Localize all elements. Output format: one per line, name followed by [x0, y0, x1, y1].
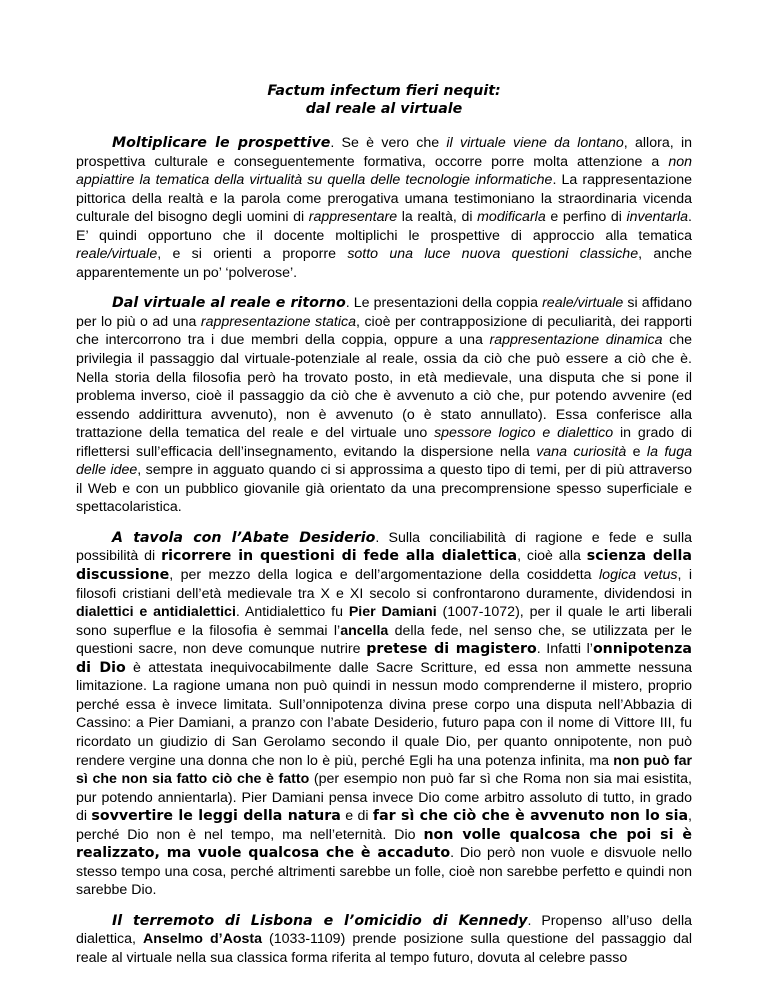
text-run: , per mezzo della logica e dell’argomentazione della cosiddetta — [169, 567, 600, 584]
text-run: che privilegia il passaggio dal virtuale-potenziale al reale, ossia da ciò che può essere a ciò che è. Nella storia della filosofia però ha trovato posto, in età medievale, una disputa che si pone il problema inverso, cioè il passaggio da ciò che è avvenuto a ciò che, pur potendo avvenire (ed essendo addirittura avvenuto), non è avvenuto (o è stato annullato). Essa conferisce alla trattazione della tematica del reale e del virtuale uno — [76, 332, 692, 442]
text-run: si affidano per lo più o ad una — [76, 295, 692, 330]
bold-text: far sì che ciò che è avvenuto non lo sia — [372, 808, 689, 825]
paragraph-heading: Dal virtuale al reale e ritorno — [112, 295, 346, 312]
text-run: e perfino di — [545, 209, 627, 226]
italic-text: modificarla — [477, 209, 546, 226]
text-run: in grado di riflettersi sull’efficacia dell’insegnamento, evitando la dispersione nella — [76, 425, 692, 460]
text-run: e di — [340, 808, 373, 825]
text-run: la realtà, di — [397, 209, 478, 226]
italic-text: sotto una luce nuova questioni classiche — [347, 246, 639, 263]
text-run: . La rappresentazione pittorica della realtà e la parola come prerogativa umana testimoniano la straordinaria vicenda culturale del bisogno degli uomini di — [76, 172, 692, 226]
paragraph-heading: Il terremoto di Lisbona e l’omicidio di Kennedy — [112, 912, 528, 929]
text-run: è attestata inequivocabilmente dalle Sacre Scritture, ed essa non ammette nessuna limitazione. La ragione umana non può quindi in nessun modo comprenderne il mistero, proprio perché essa è invece limitata. Sull’onnipotenza divina prese corpo una disputa nell’Abbazia di Cassino: a Pier Damiani, a pranzo con l’abate Desiderio, futuro papa con il nome di Vittore III, fu ricordato un giudizio di San Gerolamo secondo il quale Dio, per quanto onnipotente, non può rendere vergine una donna che non lo è più, perché Egli ha una potenza infinita, ma — [76, 659, 692, 769]
bold-text: onnipotenza di Dio — [76, 641, 692, 676]
text-run: (1033-1109) prende posizione sulla questione del passaggio dal reale al virtuale nella sua classica forma riferita al tempo futuro, dovuta al celebre passo — [76, 931, 693, 966]
italic-text: rappresentazione dinamica — [489, 332, 663, 349]
text-run: . Antidialettico fu — [235, 604, 349, 621]
text-run: , cioè per contrapposizione di peculiarità, dei rapporti che intercorrono tra i due membri della coppia, oppure a una — [76, 313, 692, 349]
text-run: , cioè alla — [517, 548, 587, 565]
text-run: (1007-1072), per il quale le arti liberali sono superflue e la filosofia è semmai l’ — [76, 604, 693, 639]
text-run: . Le presentazioni della coppia — [345, 295, 543, 312]
text-run: , anche apparentemente un po’ ‘polverose’. — [76, 246, 692, 281]
italic-text: la fuga delle idee — [76, 443, 692, 479]
bold-text: Anselmo d’Aosta — [143, 931, 262, 948]
italic-text: spessore logico e dialettico — [434, 425, 614, 442]
bold-text: sovvertire le leggi della natura — [91, 808, 341, 825]
italic-text: rappresentazione statica — [200, 313, 357, 330]
paragraph — [76, 134, 692, 282]
title-line-1: Factum infectum fieri nequit: — [267, 83, 501, 99]
bold-text: ancella — [340, 622, 389, 639]
text-run: , allora, in prospettiva culturale e conseguentemente formativa, occorre porre molta attenzione a — [76, 135, 692, 170]
bold-text: dialettici e antidialettici — [76, 604, 236, 621]
text-run: . Sulla conciliabilità di ragione e fede e sulla possibilità di — [76, 529, 692, 565]
italic-text: vana curiosità — [536, 443, 627, 460]
document-title — [76, 82, 692, 118]
document-page — [76, 82, 692, 980]
text-run: , i filosofi cristiani dell’età medievale tra X e XI secolo si confrontarono duramente, dividendosi in — [76, 567, 693, 602]
bold-text: ricorrere in questioni di fede alla dialettica — [161, 548, 518, 565]
text-run: (per esempio non può far sì che Roma non sia mai esistita, pur potendo annientarla). Pier Damiani pensa invece Dio come arbitro assoluto di tutto, in grado di — [76, 771, 692, 825]
italic-text: il virtuale viene da lontano — [446, 135, 624, 151]
italic-text: reale/virtuale — [76, 246, 158, 263]
italic-text: inventarla — [626, 209, 689, 226]
paragraph — [76, 294, 692, 517]
text-run: . Infatti l’ — [536, 641, 593, 658]
paragraph — [76, 912, 692, 968]
text-run: della fede, nel senso che, se utilizzata per le questioni sacre, non deve comunque nutrire — [76, 622, 692, 658]
bold-text: non può far sì che non sia fatto ciò che è fatto — [76, 752, 692, 788]
text-run: , sempre in agguato quando ci si approssima a questo tipo di temi, per di più attraverso il Web e con un pubblico giovanile già orientato da una precomprensione spesso superficiale e spettacolaristica. — [76, 462, 692, 516]
italic-text: rappresentare — [308, 209, 398, 226]
paragraph-heading: Moltiplicare le prospettive — [112, 135, 331, 151]
italic-text: reale/virtuale — [542, 295, 624, 312]
italic-text: logica vetus — [599, 567, 678, 584]
title-line-2: dal reale al virtuale — [305, 101, 463, 117]
bold-text: pretese di magistero — [366, 641, 537, 658]
text-run: . Se è vero che — [330, 135, 447, 151]
text-run: e — [626, 443, 647, 460]
italic-text: non appiattire la tematica della virtualità su quella delle tecnologie informatiche — [76, 153, 692, 189]
text-run: . Propenso all’uso della dialettica, — [76, 912, 692, 948]
bold-text: Pier Damiani — [348, 604, 437, 621]
text-run: . E’ quindi opportuno che il docente moltiplichi le prospettive di approccio alla tematica — [76, 209, 692, 244]
bold-text: non volle qualcosa che poi si è realizzato, ma vuole qualcosa che è accaduto — [76, 826, 693, 862]
paragraph-heading: A tavola con l’Abate Desiderio — [112, 529, 376, 546]
bold-text: scienza della discussione — [76, 548, 692, 584]
text-run: , e si orienti a proporre — [157, 246, 348, 263]
document-body — [76, 134, 692, 968]
paragraph — [76, 529, 692, 900]
text-run: , perché Dio non è nel tempo, ma nell’eternità. Dio — [76, 808, 692, 843]
text-run: . Dio però non vuole e disvuole nello stesso tempo una cosa, perché altrimenti sarebbe un folle, cioè non sarebbe perfetto e quindi non sarebbe Dio. — [76, 845, 692, 899]
